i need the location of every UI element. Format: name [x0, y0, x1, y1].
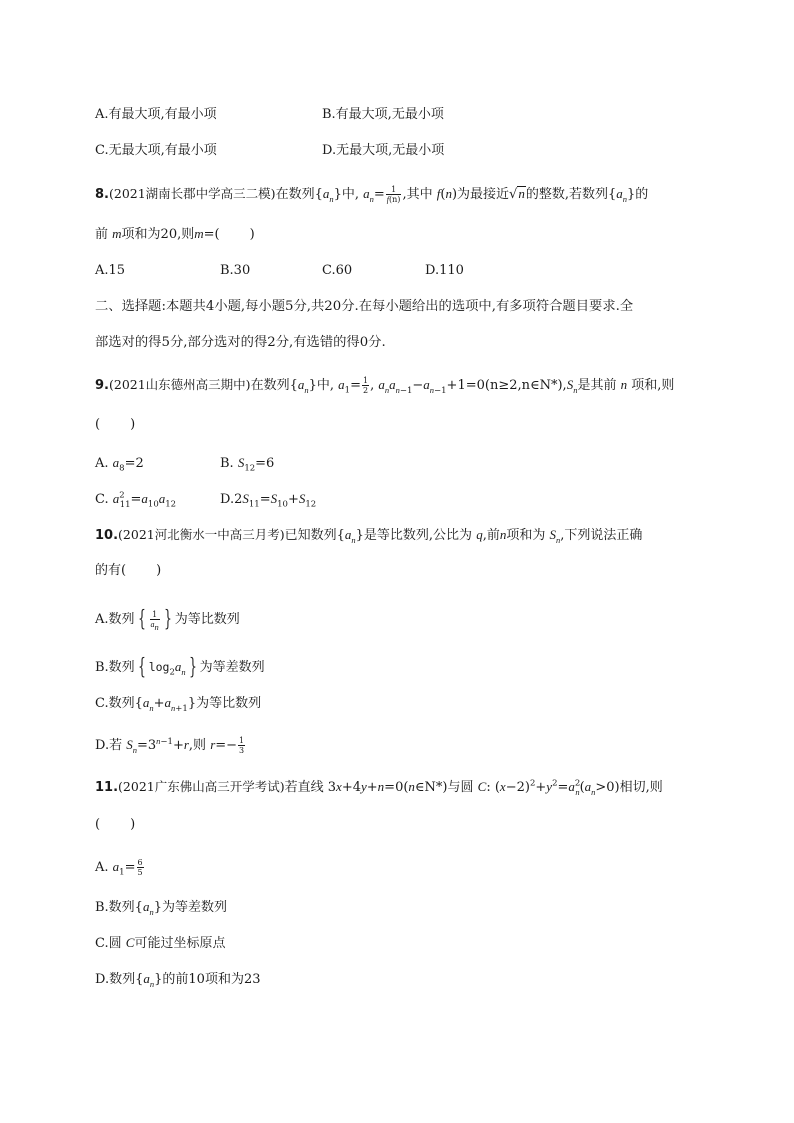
q10-text: ,下列说法正确 — [560, 528, 643, 543]
q11-source: (2021广东佛山高三开学考试) — [118, 779, 285, 794]
q11-option-b: B.数列$\{a_n\}$为等差数列 — [95, 899, 227, 917]
q10-number: 10. — [95, 528, 119, 543]
q10-text: }是等比数列,公比为 — [355, 528, 473, 543]
q10-stem-line2 — [95, 562, 161, 580]
q8-text: 为最接近 — [457, 187, 510, 202]
q8-option-d: D.110 — [425, 263, 464, 278]
q10-source: (2021河北衡水一中高三月考) — [118, 527, 285, 542]
q11-option-a: A. $a_1=$ $\frac{6}{5}$ — [95, 858, 143, 878]
q7-option-c: C.无最大项,有最小项 — [95, 143, 217, 158]
q10-text: 已知数列{ — [284, 528, 345, 543]
q11-number: 11. — [95, 780, 119, 795]
q10-stem: 10.(2021河北衡水一中高三月考)已知数列$\{a_n\}$是等比数列,公比为 q,前n项和为 $S_n$,下列说法正确 — [95, 527, 643, 545]
q11-option-d: D.数列$\{a_n\}$的前10项和为23 — [95, 971, 261, 989]
q11-text: 与圆 — [447, 780, 474, 795]
q9-text: }中, — [308, 378, 334, 393]
q10-option-c: C.数列$\{a_n+a_{n+1}\}$为等比数列 — [95, 695, 262, 714]
q9-number: 9. — [95, 378, 109, 393]
q8-text: 其中 — [406, 187, 433, 202]
q11-option-c: C.圆 C可能过坐标原点 — [95, 935, 226, 951]
q9-fraction: $\frac{1}{2}$ — [362, 376, 369, 395]
q9-option-d: $D.2S_{11}=S_{10}+S_{12}$ — [220, 491, 317, 510]
q9-option-a: A. $a_8=2$ — [95, 455, 144, 474]
q8-option-b: B.30 — [220, 263, 251, 278]
q9-text: 项和,则 — [631, 378, 675, 393]
q7-option-b: B.有最大项,无最小项 — [322, 107, 444, 122]
q10-text: ,前 — [482, 528, 500, 543]
q9-option-b: B. $S_{12}=6$ — [220, 455, 275, 474]
q11-stem: 11.(2021广东佛山高三开学考试)若直线 3x+4y+n=0(n∈N*)与圆 C: $(x-2)^2+y^2=a^2_n(a_n>0)$相切,则 — [95, 778, 663, 797]
q8-text: =( — [203, 227, 220, 242]
q8-source: (2021湖南长郡中学高三二模) — [108, 186, 276, 201]
q10-text: 的有( — [95, 563, 127, 578]
q10-option-d: D.若 $S_n=3^{n-1}+r$,则 r=− $\frac{1}{3}$ — [95, 735, 245, 755]
q8-text: ) — [249, 227, 255, 242]
q9-condition: (n≥2,n∈N*), — [484, 378, 567, 393]
q11-answer-paren: ( ) — [95, 817, 136, 832]
q8-number: 8. — [95, 187, 109, 202]
q9-answer-paren: ( ) — [95, 417, 136, 432]
q8-option-a: A.15 — [95, 263, 126, 278]
q8-stem-line2: 前 m项和为20,则m=( ) — [95, 226, 255, 242]
q9-option-c: C. $a^2_{11}=a_{10}a_{12}$ — [95, 490, 177, 510]
q11-text: 若直线 — [284, 780, 324, 795]
q10-text: ) — [156, 563, 162, 578]
q8-text: 前 — [95, 227, 109, 242]
q8-text: 项和为20,则 — [121, 227, 195, 242]
q7-option-d: D.无最大项,无最小项 — [322, 143, 445, 158]
q11-text: 相切,则 — [619, 780, 663, 795]
q7-option-a: A.有最大项,有最小项 — [95, 107, 217, 122]
q9-source: (2021山东德州高三期中) — [108, 377, 251, 392]
q8-text: 的整数,若数列{ — [525, 187, 617, 202]
section-2-instructions: 二、选择题:本题共4小题,每小题5分,共20分.在每小题给出的选项中,有多项符合题目要求.全 — [95, 299, 634, 314]
q8-text: }中, — [333, 187, 359, 202]
q8-text: 在数列{ — [275, 187, 323, 202]
q9-text: 在数列{ — [250, 378, 298, 393]
q10-option-b: B.数列 { $\log_2a_n$ } 为等差数列 — [95, 654, 265, 680]
q8-text: }的 — [626, 187, 649, 202]
q10-option-a: A.数列 { $\frac{1}{a_n}$ } 为等比数列 — [95, 606, 240, 632]
q10-text: 项和为 — [506, 528, 546, 543]
q8-option-c: C.60 — [322, 263, 353, 278]
section-2-instructions-line2: 部选对的得5分,部分选对的得2分,有选错的得0分. — [95, 335, 386, 350]
q8-fraction: $\frac{1}{f(n)}$ — [386, 185, 401, 204]
q8-stem: 8.(2021湖南长郡中学高三二模)在数列$\{a_n\}$中, $a_n=$ $\frac{1}{f(n)}$ ,其中 f(n)为最接近√n的整数,若数列$\{a_n\}$的 — [95, 185, 649, 204]
q9-stem: 9.(2021山东德州高三期中)在数列$\{a_n\}$中, $a_1=$ $\frac{1}{2}$ , $a_na_{n-1}-a_{n-1}+1=0(n\ge 2,n\in N*),S_n$是其前 n 项和,则 — [95, 376, 675, 396]
q9-text: 是其前 — [577, 378, 617, 393]
